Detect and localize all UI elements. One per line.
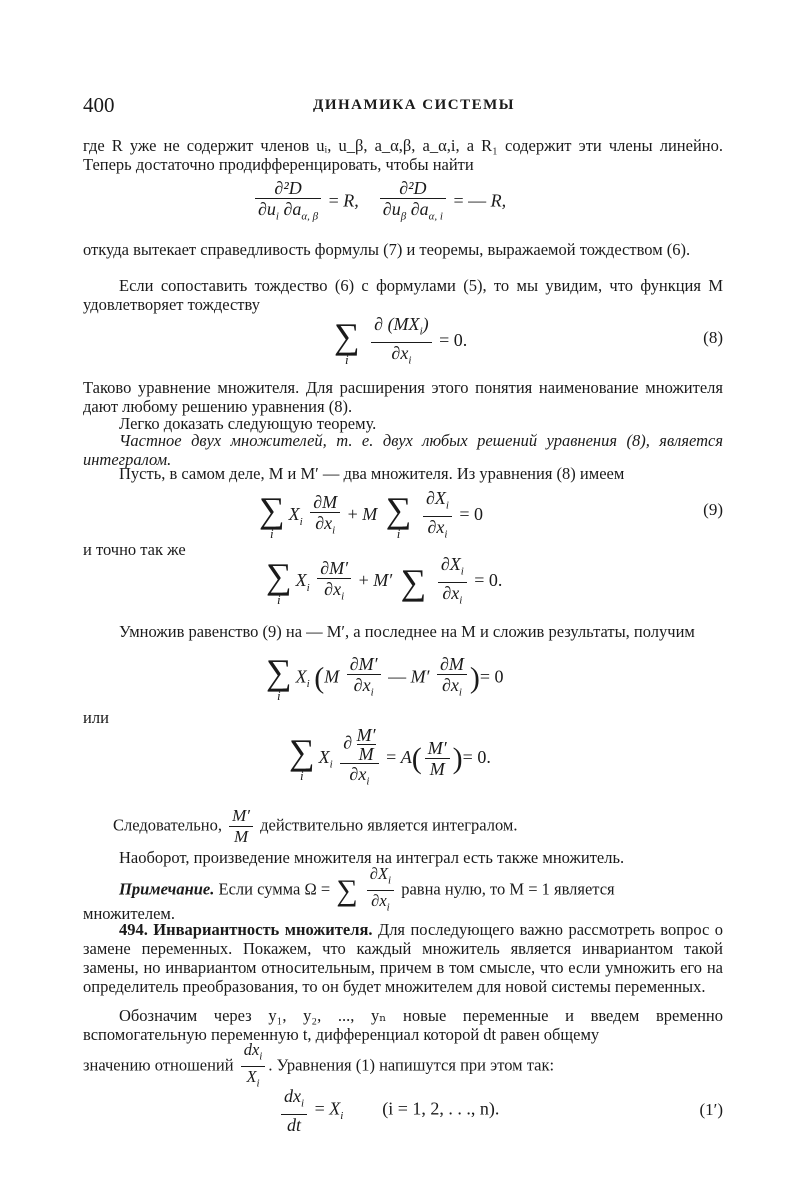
paragraph-2: откуда вытекает справедливость формулы (7) и теоремы, выражаемой тождеством (6). <box>83 240 691 259</box>
paragraph-16-lead: значению отношений <box>83 1055 234 1075</box>
remark-text-a: Если сумма Ω = <box>218 879 331 899</box>
section-title: 494. Инвариантность множителя. <box>119 920 373 939</box>
remark-label: Примечание. <box>119 879 215 899</box>
equation-9-number: (9) <box>703 500 723 519</box>
equation-8: ∑ i $\frac{\partial (MX_i)}{\partial x_i}$ = 0. <box>334 314 468 367</box>
paragraph-9: Умножив равенство (9) на — M′, а последнее на M и сложив результаты, получим <box>119 622 695 641</box>
theorem-statement: Частное двух множителей, т. е. двух любых решений уравнения (8), является интегралом. <box>83 431 723 469</box>
paragraph-15: Обозначим через y₁, y₂, ..., yₙ новые переменные и введем временно вспомогательную переменную t, дифференциал которой dt равен общему <box>83 1006 723 1044</box>
equation-partials: $\frac{\text{∂²D}}{\partial u_i \partial a_{\alpha, \beta}}$ = R, $\frac{\text{∂²D}}{\partial u_\beta \partial a_{\alpha, i}}$ = — R, <box>252 178 506 227</box>
equation-1-prime-range: (i = 1, 2, . . ., n). <box>382 1098 500 1119</box>
running-title: ДИНАМИКА СИСТЕМЫ <box>313 97 516 113</box>
paragraph-1: где R уже не содержит членов uᵢ, u_β, a_α,β, a_α,i, а R₁ содержит эти члены линейно. Теперь достаточно продифференцировать, чтобы найти <box>83 136 723 174</box>
remark-end: множителем. <box>83 904 175 923</box>
paragraph-3: Если сопоставить тождество (6) с формулами (5), то мы увидим, что функция M удовлетворяет тождеству <box>83 276 723 314</box>
equation-9-prime: ∑ i $X_i$ $\frac{\partial M'}{\partial x_i}$ + M′ ∑ $\frac{\partial X_i}{\partial x_i}$ = 0. <box>266 554 503 607</box>
equation-1-prime: $\frac{dx_i}{dt}$ = $X_i$ (i = 1, 2, . . ., n). <box>278 1086 499 1135</box>
paragraph-8: и точно так же <box>83 540 186 559</box>
equation-combined: ∑ i $X_i$ (M $\frac{\partial M'}{\partial x_i}$ — M′ $\frac{\partial M}{\partial x_i}$ )= 0 <box>266 651 504 703</box>
paragraph-10: или <box>83 708 109 727</box>
equation-9: ∑ i $X_i$ $\frac{\partial M}{\partial x_i}$ + M ∑ i $\frac{\partial X_i}{\partial x_i}$ = 0 <box>259 488 484 541</box>
paragraph-16: значению отношений $\frac{dx_i}{X_i}$ . Уравнения (1) напишутся при этом так: <box>83 1040 555 1090</box>
equation-8-number: (8) <box>703 328 723 347</box>
page-number: 400 <box>83 93 115 117</box>
remark-text-b: равна нулю, то M = 1 является <box>401 879 615 899</box>
paragraph-12: Наоборот, произведение множителя на интеграл есть также множитель. <box>119 848 625 867</box>
paragraph-7: Пусть, в самом деле, M и M′ — два множителя. Из уравнения (8) имеем <box>119 464 625 483</box>
paragraph-11-tail: действительно является интегралом. <box>260 815 518 835</box>
paragraph-11: Следовательно, $\frac{M'}{M}$ действительно является интегралом. <box>113 806 518 846</box>
section-494 <box>83 920 723 996</box>
page-header <box>83 93 723 119</box>
equation-quotient: ∑ i $X_i$ ∂ $\frac{M'}{M}$ $\partial x_i$ = A( $\frac{M'}{M}$ )= 0. <box>289 725 491 788</box>
paragraph-16-tail: . Уравнения (1) напишутся при этом так: <box>268 1055 555 1075</box>
paragraph-4: Таково уравнение множителя. Для расширения этого понятия наименование множителя дают любому решению уравнения (8). <box>83 378 723 416</box>
equation-1-prime-number: (1′) <box>699 1100 723 1119</box>
section-body: Для последующего важно рассмотреть вопрос о замене переменных. Покажем, что каждый множитель является инвариантом такой замены, но инвариантом относительным, причем в том смысле, что если умножить его на определитель преобразования, то он будет множителем для новой системы переменных. <box>83 920 723 996</box>
remark: Примечание. Если сумма Ω = ∑ $\frac{\partial X_i}{\partial x_i}$ равна нулю, то M = 1 является <box>119 864 615 914</box>
paragraph-11-lead: Следовательно, <box>113 815 222 835</box>
paragraph-5: Легко доказать следующую теорему. <box>119 414 377 433</box>
